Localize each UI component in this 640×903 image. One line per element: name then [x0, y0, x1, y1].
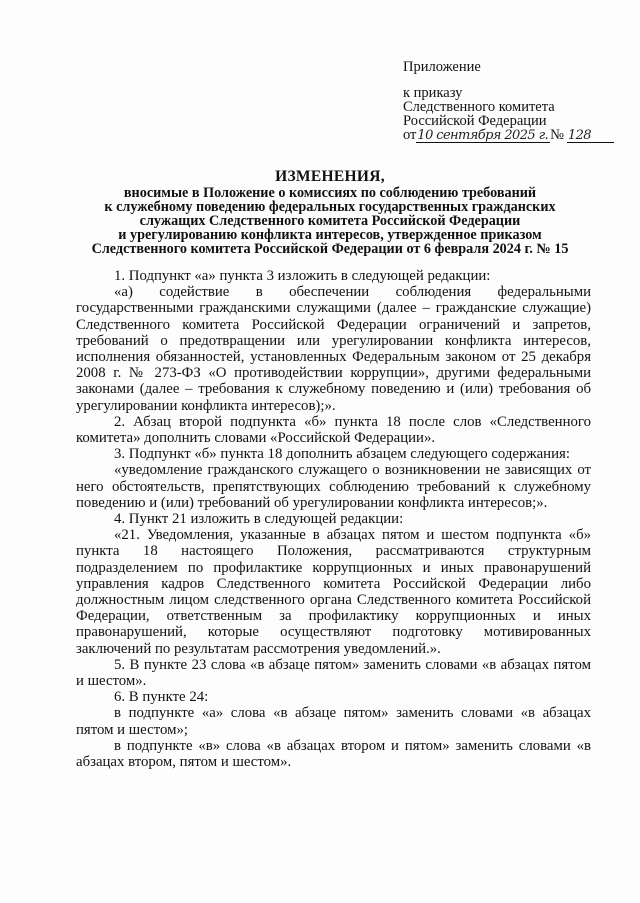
subtitle-line-5: Следственного комитета Российской Федерации от 6 февраля 2024 г. № 15	[91, 241, 569, 257]
paragraph-4: 3. Подпункт «б» пункта 18 дополнить абзацем следующего содержания:	[114, 446, 570, 463]
paragraph-8: 5. В пункте 23 слова «в абзаце пятом» заменить словами «в абзацах пятом и шестом».	[76, 656, 591, 690]
subtitle-line-1: вносимые в Положение о комиссиях по соблюдению требований	[123, 185, 537, 201]
subtitle-line-4: и урегулированию конфликта интересов, утвержденное приказом	[118, 227, 542, 243]
paragraph-1: 1. Подпункт «а» пункта 3 изложить в следующей редакции:	[114, 268, 491, 284]
paragraph-10: в подпункте «а» слова «в абзаце пятом» заменить словами «в абзацах пятом и шестом»;	[76, 705, 591, 738]
number-prefix: №	[550, 127, 564, 143]
from-prefix: от	[403, 127, 417, 143]
document-title: ИЗМЕНЕНИЯ,	[275, 168, 385, 185]
paragraph-2: «а) содействие в обеспечении соблюдения федеральными государственными гражданскими служащими (далее – гражданские служащие) Следственного комитета Российской Федерации ограничений и запретов, требований о предотвращении или урегулировании конфликта интересов, исполнения обязанностей, установленных Федеральным законом от 25 декабря 2008 г. № 273-ФЗ «О противодействии коррупции», другими федеральными законами (далее – требования к служебному поведению и (или) требования об урегулировании конфликта интересов);».	[76, 284, 591, 414]
paragraph-6: 4. Пункт 21 изложить в следующей редакции:	[114, 511, 404, 528]
paragraph-11: в подпункте «в» слова «в абзацах втором и пятом» заменить словами «в абзацах втором, пятом и шестом».	[76, 737, 591, 771]
annex-date-number-line	[403, 128, 603, 143]
document-heading	[70, 168, 590, 256]
handwritten-number: 128	[567, 129, 614, 143]
paragraph-7: «21. Уведомления, указанные в абзацах пятом и шестом подпункта «б» пункта 18 настоящего Положения, рассматриваются структурным подразделением по профилактике коррупционных и иных правонарушений управления кадров Следственного комитета Российской Федерации либо должностным лицом следственного органа Следственного комитета Российской Федерации, ответственным за профилактику коррупционных и иных правонарушений, которые осуществляют подготовку мотивированных заключений по результатам рассмотрения уведомлений.».	[76, 527, 591, 657]
paragraph-3: 2. Абзац второй подпункта «б» пункта 18 после слов «Следственного комитета» дополнить словами «Российской Федерации».	[76, 413, 591, 447]
annex-order-line-3: Российской Федерации	[403, 113, 547, 129]
paragraph-9: 6. В пункте 24:	[114, 689, 209, 706]
annex-order-line-2: Следственного комитета	[403, 99, 555, 115]
handwritten-date: 10 сентября 2025 г.	[417, 128, 549, 143]
annex-block	[403, 60, 603, 143]
document-body	[76, 268, 591, 770]
annex-order-line-1: к приказу	[403, 85, 463, 101]
paragraph-5: «уведомление гражданского служащего о возникновении не зависящих от него обстоятельств, препятствующих соблюдению требований к служебному поведению и (или) требований об урегулировании конфликта интересов;».	[76, 462, 591, 511]
annex-title: Приложение	[403, 59, 481, 75]
subtitle-line-3: служащих Следственного комитета Российской Федерации	[139, 213, 521, 229]
subtitle-line-2: к служебному поведению федеральных государственных гражданских	[104, 199, 556, 215]
